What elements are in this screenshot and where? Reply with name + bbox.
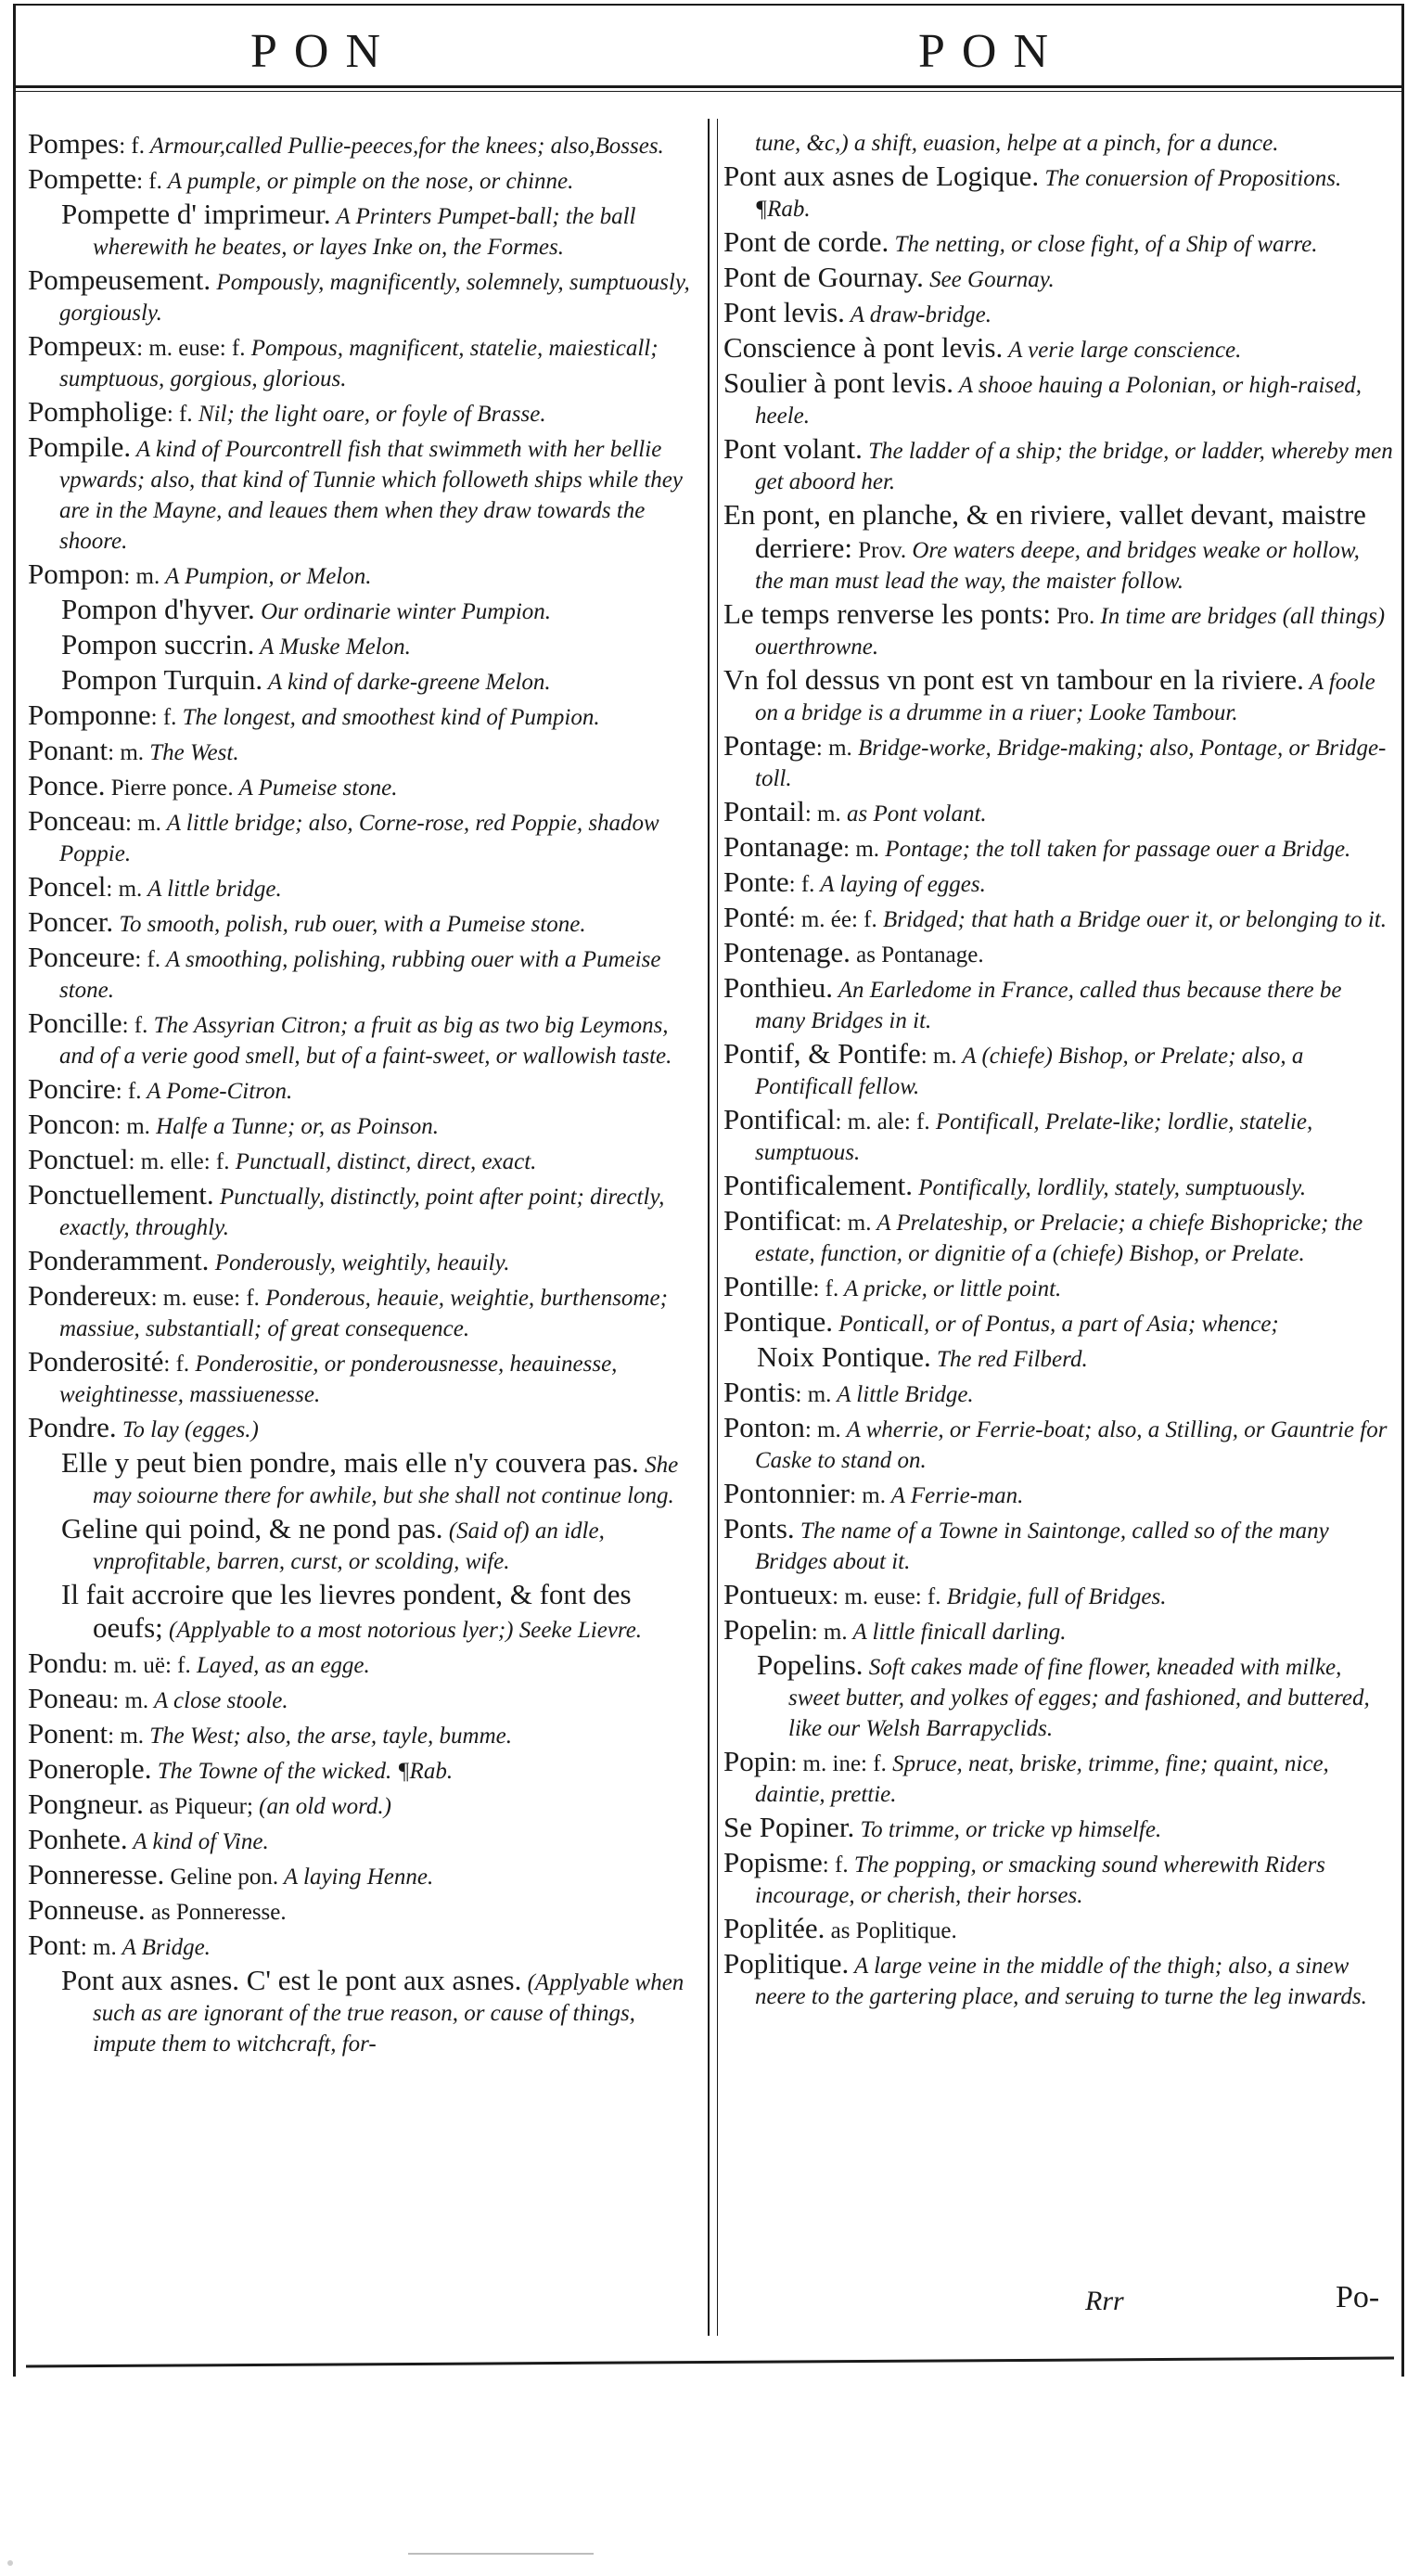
headword: Pont aux asnes de Logique. [723,160,1040,192]
definition: A verie large conscience. [1003,338,1242,363]
dictionary-entry [28,1179,697,1243]
grammar-note: : f. [122,1013,148,1038]
dictionary-entry [28,1144,697,1177]
definition: Punctuall, distinct, direct, exact. [229,1149,537,1174]
definition: Nil; the light oare, or foyle of Brasse. [192,402,546,427]
dictionary-entry [723,1478,1393,1511]
dictionary-entry [28,629,697,662]
headword: Pondereux [28,1279,151,1312]
definition: (Said of) an idle, vnprofitable, barren, curst, or scolding, wife. [93,1519,605,1574]
dictionary-entry [723,866,1393,900]
headword: Ponant [28,734,109,766]
grammar-note: as Poplitique. [825,1918,957,1943]
definition: The West. [144,740,239,765]
definition: Armour,called Pullie-peeces,for the knees; also,Bosses. [144,134,664,159]
headword: Poneau [28,1682,113,1714]
dictionary-entry [28,396,697,429]
dictionary-entry [28,1245,697,1278]
dictionary-entry [723,664,1393,728]
grammar-note: : m. [804,801,841,827]
headword: Ponhete. [28,1823,128,1855]
definition: A kind of Vine. [127,1829,269,1854]
grammar-note: : f. [115,1079,142,1104]
grammar-note: : m. [80,1935,117,1960]
grammar-note: : m. euse: f. [150,1286,260,1311]
headword: Ponthieu. [723,971,833,1004]
dictionary-entry [723,1579,1393,1612]
definition: Pontifically, lordlily, stately, sumptuously. [913,1175,1307,1200]
grammar-note: : m. [804,1417,841,1442]
headword: Ponté [723,901,789,933]
dictionary-entry [28,199,697,263]
dictionary-entry [723,332,1393,365]
grammar-note: : m. uë: f. [101,1653,191,1678]
grammar-note: : m. euse: f. [136,336,246,361]
definition: Pompous, magnificent, statelie, maiesticall; sumptuous, gorgious, glorious. [59,336,659,391]
right-column [723,128,1393,2014]
headword: En pont, en planche, & en riviere, vallet devant, maistre derriere: [723,498,1366,564]
definition: A kind of Pourcontrell fish that swimmeth with her bellie vpwards; also, that kind of Tunnie which followeth ships while they are in the Mayne, and leaues them when they draw towards the shoore. [59,437,683,554]
headword: Poncille [28,1006,122,1039]
definition: A Printers Pumpet-ball; the ball wherewith he beates, or layes Inke on, the Formes. [93,204,636,260]
definition: Soft cakes made of fine flower, kneaded with milke, sweet butter, and yolkes of egges; and fashioned, and buttered, like our Welsh Barrapyclids. [788,1655,1370,1741]
headword: Pontanage [723,830,844,863]
grammar-note: : m. [106,877,143,902]
grammar-note: Geline pon. [164,1865,279,1890]
definition: The longest, and smoothest kind of Pumpion. [176,705,600,730]
dictionary-entry [723,1412,1393,1476]
dictionary-entry [723,128,1393,159]
definition: The Towne of the wicked. ¶Rab. [151,1759,454,1784]
definition: Ponderously, weightily, heauily. [209,1250,510,1275]
dictionary-entry [723,972,1393,1036]
headword: Popelins. [757,1648,864,1681]
headword: Pomponne [28,698,151,731]
headword: Le temps renverse les ponts: [723,597,1051,630]
definition: See Gournay. [923,267,1055,292]
headword: Pompes [28,127,120,160]
definition: Punctually, distinctly, point after point; directly, exactly, throughly. [59,1185,665,1240]
headword: Poncon [28,1108,114,1140]
dictionary-entry [723,730,1393,794]
left-column [28,128,697,2061]
dictionary-entry [723,1614,1393,1647]
headword: Pontille [723,1270,813,1302]
grammar-note: Pierre ponce. [105,775,234,801]
headword: Pontifical [723,1103,836,1135]
headword: Pompon [28,557,124,590]
grammar-note: : m. [811,1620,848,1645]
dictionary-entry [28,1894,697,1928]
definition: A wherrie, or Ferrie-boat; also, a Stilling, or Gauntrie for Caske to stand on. [755,1417,1388,1473]
headword: Pontificalement. [723,1169,914,1201]
definition: The West; also, the arse, tayle, bumme. [144,1724,512,1749]
grammar-note: : f. [788,872,815,897]
headword: Ponceure [28,941,135,973]
dictionary-entry [28,906,697,940]
headword: Elle y peut bien pondre, mais elle n'y couvera pas. [61,1446,639,1479]
dictionary-entry [723,1038,1393,1102]
dictionary-entry [28,1929,697,1963]
dictionary-entry [28,1109,697,1142]
catchword: Po- [1336,2280,1380,2314]
dictionary-entry [28,942,697,1006]
dictionary-entry [28,871,697,904]
definition: A (chiefe) Bishop, or Prelate; also, a Pontificall fellow. [755,1044,1304,1099]
headword: Ponderamment. [28,1244,210,1276]
definition: as Pont volant. [840,801,987,827]
definition: tune, &c,) a shift, euasion, helpe at a pinch, for a dunce. [755,131,1279,156]
dictionary-entry [28,1513,697,1577]
headword: Ponneresse. [28,1858,165,1890]
grammar-note: : f. [812,1276,839,1301]
definition: The popping, or smacking sound wherewith Riders incourage, or cherish, their horses. [755,1852,1325,1908]
grammar-note: : m. ine: f. [790,1751,887,1776]
headword: Soulier à pont levis. [723,366,953,399]
dictionary-entry [28,594,697,627]
grammar-note: : m. [795,1382,832,1407]
definition: A Pumpion, or Melon. [160,564,372,589]
dictionary-entry [28,805,697,869]
definition: A Prelateship, or Prelacie; a chiefe Bishopricke; the estate, function, or dignitie of a (chiefe) Bishop, or Prelate. [755,1211,1363,1266]
dictionary-entry [28,1412,697,1445]
grammar-note: : f. [163,1352,190,1377]
definition: A laying of egges. [814,872,986,897]
headword: Vn fol dessus vn pont est vn tambour en la riviere. [723,663,1304,696]
definition: (Applyable when such as are ignorant of the true reason, or cause of things, impute them to witchcraft, for- [93,1970,684,2057]
definition: The red Filberd. [930,1347,1088,1372]
definition: A little bridge. [142,877,282,902]
headword: Pompon Turquin. [61,663,263,696]
dictionary-entry [723,937,1393,970]
definition: A laying Henne. [278,1865,434,1890]
definition: Ponderositie, or ponderousnesse, heauinesse, weightinesse, massiuenesse. [59,1352,618,1407]
dictionary-entry [28,330,697,394]
headword: Pompeux [28,329,137,362]
headword: Pont levis. [723,296,845,328]
definition: Ore waters deepe, and bridges weake or hollow, the man must lead the way, the maister follow. [755,538,1360,594]
definition: A little Bridge. [831,1382,974,1407]
definition: Bridge-worke, Bridge-making; also, Pontage, or Bridge-toll. [755,736,1387,791]
grammar-note: : m. [112,1688,149,1713]
definition: To smooth, polish, rub ouer, with a Pumeise stone. [113,912,586,937]
headword: Popin [723,1745,791,1777]
dictionary-entry [723,1913,1393,1946]
headword: Pont de corde. [723,225,889,258]
headword: Pont volant. [723,432,863,465]
definition: Our ordinarie winter Pumpion. [254,599,552,624]
definition: The name of a Towne in Saintonge, called so of the many Bridges about it. [755,1519,1329,1574]
headword: Pontenage. [723,936,851,968]
headword: Poplitée. [723,1912,825,1944]
headword: Pontique. [723,1305,833,1338]
grammar-note: Prov. [851,538,907,563]
definition: The Assyrian Citron; a fruit as big as two big Leymons, and of a verie good smell, but of a faint-sweet, or wallowish taste. [59,1013,672,1069]
headword: Ponceau [28,804,126,837]
dictionary-entry [723,902,1393,935]
headword: Ponderosité [28,1345,164,1378]
dictionary-entry [723,226,1393,260]
dictionary-entry [723,1271,1393,1304]
dictionary-entry [723,160,1393,224]
definition: A large veine in the middle of the thigh; also, a sinew neere to the gartering place, and seruing to turne the leg inwards. [755,1954,1367,2009]
grammar-note: : f. [136,169,162,194]
headword: Geline qui poind, & ne pond pas. [61,1512,443,1544]
headword: Ponneuse. [28,1893,146,1926]
grammar-note: : f. [166,402,193,427]
definition: Pompously, magnificently, solemnely, sumptuously, gorgiously. [59,270,690,326]
definition: To trimme, or tricke vp himselfe. [854,1817,1162,1842]
headword: Pontis [723,1376,796,1408]
scan-artifact [408,2553,594,2555]
dictionary-entry [723,499,1393,596]
grammar-note: : m. [108,740,145,765]
definition: Ponderous, heauie, weightie, burthensome; massiue, substantiall; of great consequence. [59,1286,668,1341]
grammar-note: : m. [123,564,160,589]
grammar-note: : m. [920,1044,957,1069]
grammar-note: as Ponneresse. [145,1900,287,1925]
definition: Ponticall, or of Pontus, a part of Asia; whence; [832,1312,1279,1337]
dictionary-entry [28,699,697,733]
definition: A pricke, or little point. [838,1276,1062,1301]
definition: (Applyable to a most notorious lyer;) Seeke Lievre. [162,1618,643,1643]
headword: Pompholige [28,395,167,428]
dictionary-entry [28,1788,697,1822]
definition: A pumple, or pimple on the nose, or chinne. [161,169,574,194]
grammar-note: : f. [134,947,161,972]
grammar-note: as Pontanage. [850,942,984,968]
dictionary-entry [723,262,1393,295]
dictionary-entry [28,128,697,161]
definition: A Pome-Citron. [141,1079,293,1104]
dictionary-entry [28,735,697,768]
dictionary-entry [723,367,1393,431]
grammar-note: : m. euse: f. [832,1584,941,1609]
grammar-note: : f. [119,134,145,159]
grammar-note: : m. [843,837,880,862]
headword: Pontificat [723,1204,836,1237]
dictionary-entry [28,1753,697,1787]
headword: Poncer. [28,905,114,938]
grammar-note: : f. [150,705,177,730]
dictionary-entry [28,664,697,698]
grammar-note: : m. [850,1483,886,1508]
headword: Pompette [28,162,137,195]
dictionary-entry [723,1847,1393,1911]
definition: A Pumeise stone. [233,775,398,801]
definition: Bridgie, full of Bridges. [940,1584,1167,1609]
grammar-note: : m. [835,1211,872,1236]
dictionary-entry [723,1205,1393,1269]
definition: An Earledome in France, called thus because there be many Bridges in it. [755,978,1342,1033]
dictionary-entry [28,770,697,803]
headword: Ponctuel [28,1143,129,1175]
scan-artifact-dot [7,2560,13,2566]
headword: Pontail [723,795,805,827]
definition: To lay (egges.) [116,1417,259,1442]
dictionary-entry [723,1377,1393,1410]
dictionary-entry [28,431,697,557]
definition: A Bridge. [116,1935,211,1960]
grammar-note: : m. elle: f. [128,1149,230,1174]
dictionary-entry [723,1812,1393,1845]
definition: Pontificall, Prelate-like; lordlie, statelie, sumptuous. [755,1109,1313,1165]
headword: Pompette d' imprimeur. [61,198,331,230]
dictionary-entry [28,1346,697,1410]
dictionary-entry [723,1649,1393,1744]
headword: Pompon succrin. [61,628,255,660]
headword: Pont de Gournay. [723,261,924,293]
definition: In time are bridges (all things) ouerthrowne. [755,604,1386,660]
column-divider [708,119,710,2336]
definition: Spruce, neat, briske, trimme, fine; quaint, nice, daintie, prettie. [755,1751,1329,1807]
grammar-note: : m. ée: f. [788,907,877,932]
dictionary-entry [723,433,1393,497]
signature-mark: Rrr [1085,2286,1124,2316]
dictionary-entry [723,1513,1393,1577]
headword: Pontage [723,729,816,762]
headword: Ponent [28,1717,109,1749]
headword: Pondu [28,1647,102,1679]
grammar-note: : f. [822,1852,849,1878]
dictionary-entry [723,1948,1393,2012]
headword: Ponte [723,865,789,898]
headword: Poncel [28,870,107,903]
headword: Conscience à pont levis. [723,331,1004,364]
definition: Bridged; that hath a Bridge ouer it, or belonging to it. [876,907,1388,932]
headword: Pompon d'hyver. [61,593,255,625]
headword: Pontueux [723,1578,833,1610]
definition: A Muske Melon. [254,634,411,660]
definition: Layed, as an egge. [190,1653,370,1678]
dictionary-entry [723,1306,1393,1339]
headword: Ponton [723,1411,805,1443]
definition: Halfe a Tunne; or, as Poinson. [149,1114,440,1139]
headword: Pontonnier [723,1477,851,1509]
dictionary-entry [28,163,697,197]
definition: A draw-bridge. [844,302,992,327]
headword: Poplitique. [723,1947,850,1980]
definition: She may soiourne there for awhile, but she shall not continue long. [93,1453,679,1508]
definition: A little bridge; also, Corne-rose, red Poppie, shadow Poppie. [59,811,659,866]
dictionary-entry [723,1170,1393,1203]
header-rule [13,85,1404,88]
headword: Noix Pontique. [757,1340,931,1373]
grammar-note: : m. [815,736,852,761]
running-head-left: PON [250,25,398,78]
headword: Pompile. [28,430,132,463]
dictionary-entry [28,264,697,328]
definition: The conuersion of Propositions. ¶Rab. [755,166,1342,222]
headword: Se Popiner. [723,1811,855,1843]
definition: The ladder of a ship; the bridge, or ladder, whereby men get aboord her. [755,439,1393,494]
definition: A Ferrie-man. [885,1483,1024,1508]
dictionary-entry [28,1824,697,1857]
definition: A foole on a bridge is a drumme in a riuer; Looke Tambour. [755,670,1375,725]
definition: (an old word.) [252,1794,391,1819]
dictionary-entry [28,1579,697,1646]
dictionary-entry [723,1746,1393,1810]
definition: A close stoole. [148,1688,288,1713]
headword: Pont [28,1929,81,1961]
headword: Pongneur. [28,1788,144,1820]
dictionary-entry [723,598,1393,662]
dictionary-entry [28,1447,697,1511]
dictionary-entry [28,1965,697,2059]
definition: A smoothing, polishing, rubbing ouer with a Pumeise stone. [59,947,661,1003]
headword: Ponctuellement. [28,1178,214,1211]
grammar-note: as Piqueur; [143,1794,253,1819]
headword: Ponerople. [28,1752,152,1785]
grammar-note: : m. ale: f. [835,1109,930,1134]
dictionary-entry [723,1104,1393,1168]
definition: Pontage; the toll taken for passage ouer a Bridge. [879,837,1351,862]
definition: A shooe hauing a Polonian, or high-raised, heele. [755,373,1362,429]
headword: Pont aux asnes. C' est le pont aux asnes. [61,1964,522,1996]
dictionary-entry [28,558,697,592]
header-rule-thin [13,91,1404,92]
headword: Pondre. [28,1411,117,1443]
headword: Popisme [723,1846,823,1878]
definition: A little finicall darling. [847,1620,1067,1645]
dictionary-entry [723,796,1393,829]
dictionary-entry [28,1007,697,1071]
definition: A kind of darke-greene Melon. [262,670,551,695]
dictionary-entry [723,831,1393,865]
headword: Pompeusement. [28,263,211,296]
headword: Poncire [28,1072,116,1105]
grammar-note: Pro. [1050,604,1095,629]
dictionary-entry [723,297,1393,330]
dictionary-entry [723,1341,1393,1375]
dictionary-entry [28,1647,697,1681]
dictionary-entry [28,1718,697,1751]
running-head-right: PON [918,25,1066,78]
headword: Ponts. [723,1512,795,1544]
definition: The netting, or close fight, of a Ship of warre. [889,232,1318,257]
dictionary-entry [28,1073,697,1107]
grammar-note: : m. [125,811,161,836]
grammar-note: : m. [108,1724,145,1749]
column-divider-thin [717,119,718,2336]
headword: Il fait accroire que les lievres pondent, & font des oeufs; [61,1578,632,1644]
dictionary-entry [28,1280,697,1344]
dictionary-entry [28,1859,697,1892]
grammar-note: : m. [114,1114,150,1139]
headword: Ponce. [28,769,106,801]
dictionary-entry [28,1683,697,1716]
headword: Popelin [723,1613,812,1646]
headword: Pontif, & Pontife [723,1037,921,1070]
